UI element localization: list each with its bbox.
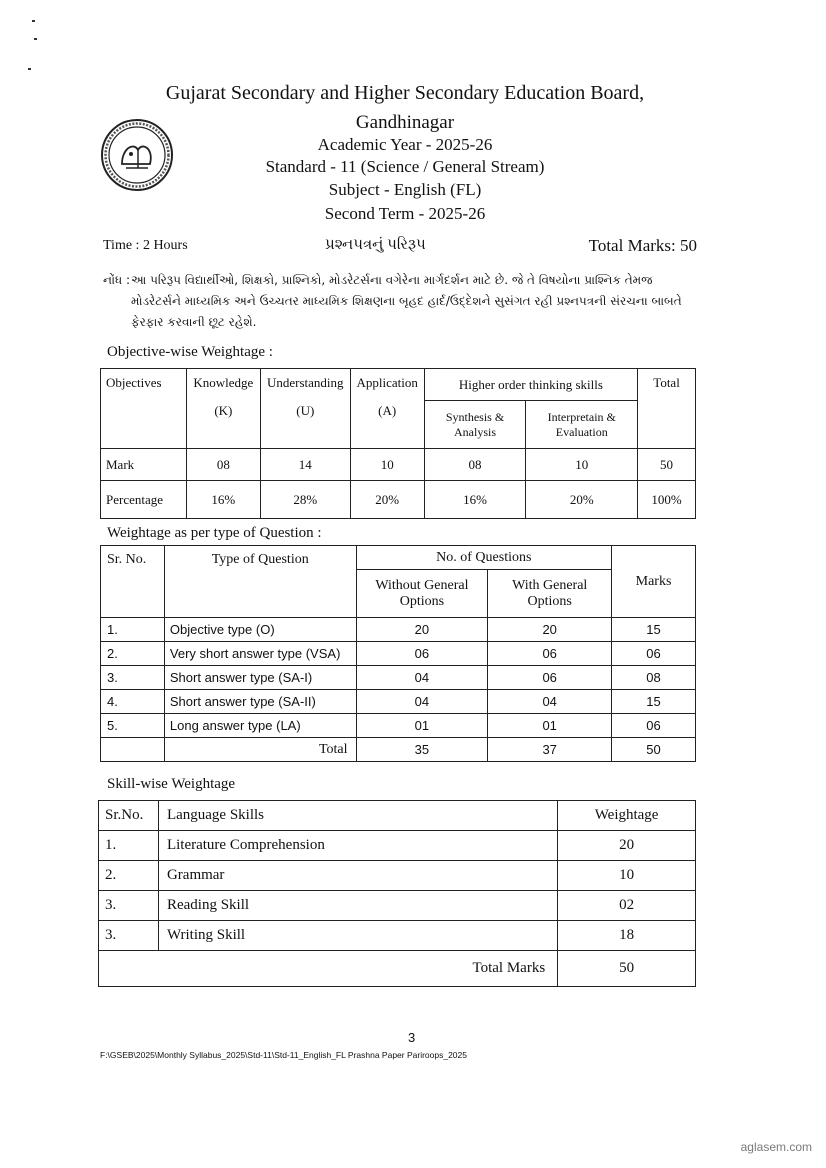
mark-row-label: Mark	[101, 449, 187, 481]
row-sr: 5.	[101, 714, 165, 738]
row-without: 04	[356, 666, 488, 690]
total-without: 35	[356, 738, 488, 762]
table-row	[101, 666, 696, 690]
objective-weightage-table	[100, 368, 696, 519]
row-marks: 08	[612, 666, 696, 690]
percent-a: 20%	[350, 481, 424, 519]
row-skill: Reading Skill	[158, 891, 557, 921]
header-interpretation: Interpretain & Evaluation	[526, 401, 638, 449]
time-label: Time : 2 Hours	[103, 238, 188, 253]
subject: Subject - English (FL)	[328, 180, 482, 199]
header-knowledge-label: Knowledge	[193, 375, 254, 390]
header-without-options: Without General Options	[356, 570, 488, 618]
question-table-title: Weightage as per type of Question :	[107, 525, 322, 541]
header-no-of-questions: No. of Questions	[356, 546, 612, 570]
total-label: Total Marks	[158, 951, 557, 987]
header-application	[350, 369, 424, 449]
percentage-row-label: Percentage	[101, 481, 187, 519]
header-type: Type of Question	[164, 546, 356, 618]
row-marks: 06	[612, 642, 696, 666]
row-with: 20	[488, 618, 612, 642]
mark-i: 10	[526, 449, 638, 481]
row-sr: 3.	[99, 891, 159, 921]
row-skill: Writing Skill	[158, 921, 557, 951]
header-marks: Marks	[612, 546, 696, 618]
note-label: નોંધ :	[103, 273, 130, 287]
header-synthesis: Synthesis & Analysis	[424, 401, 526, 449]
exam-meta-line	[103, 236, 697, 258]
mark-s: 08	[424, 449, 526, 481]
header-sr: Sr. No.	[101, 546, 165, 618]
mark-a: 10	[350, 449, 424, 481]
table-row	[101, 642, 696, 666]
percent-s: 16%	[424, 481, 526, 519]
row-type: Very short answer type (VSA)	[164, 642, 356, 666]
row-skill: Grammar	[158, 861, 557, 891]
mark-row	[101, 449, 696, 481]
header-knowledge-abbr: (K)	[214, 403, 233, 418]
standard: Standard - 11 (Science / General Stream)	[265, 157, 545, 176]
row-without: 06	[356, 642, 488, 666]
row-without: 20	[356, 618, 488, 642]
skill-weightage-table	[98, 800, 696, 987]
scan-speck	[32, 20, 35, 22]
skill-table-title: Skill-wise Weightage	[107, 776, 236, 792]
header-understanding-label: Understanding	[266, 375, 344, 390]
percent-total: 100%	[638, 481, 696, 519]
header-total: Total	[638, 369, 696, 449]
header-skills: Language Skills	[158, 801, 557, 831]
percent-u: 28%	[260, 481, 350, 519]
row-with: 06	[488, 642, 612, 666]
board-city: Gandhinagar	[355, 112, 455, 133]
percent-k: 16%	[186, 481, 260, 519]
row-sr: 2.	[99, 861, 159, 891]
scan-speck	[28, 68, 31, 70]
table-row	[99, 861, 696, 891]
row-marks: 06	[612, 714, 696, 738]
note-block	[103, 270, 699, 333]
term: Second Term - 2025-26	[324, 204, 486, 223]
row-weight: 02	[558, 891, 696, 921]
row-sr: 1.	[101, 618, 165, 642]
table-row	[99, 921, 696, 951]
row-sr: 3.	[101, 666, 165, 690]
row-marks: 15	[612, 690, 696, 714]
total-empty-cell	[99, 951, 159, 987]
row-type: Short answer type (SA-I)	[164, 666, 356, 690]
total-label: Total	[164, 738, 356, 762]
row-type: Short answer type (SA-II)	[164, 690, 356, 714]
row-with: 04	[488, 690, 612, 714]
row-skill: Literature Comprehension	[158, 831, 557, 861]
total-marks: 50	[612, 738, 696, 762]
percent-i: 20%	[526, 481, 638, 519]
percentage-row	[101, 481, 696, 519]
total-row	[101, 738, 696, 762]
row-sr: 2.	[101, 642, 165, 666]
row-weight: 10	[558, 861, 696, 891]
table-row	[99, 831, 696, 861]
header-objectives: Objectives	[101, 369, 187, 449]
header-understanding-abbr: (U)	[296, 403, 315, 418]
row-without: 01	[356, 714, 488, 738]
row-weight: 18	[558, 921, 696, 951]
total-weight: 50	[558, 951, 696, 987]
table-row	[99, 891, 696, 921]
total-marks-label: Total Marks: 50	[588, 236, 697, 255]
scan-speck	[34, 38, 37, 40]
total-empty-cell	[101, 738, 165, 762]
table-row	[101, 618, 696, 642]
table-row	[101, 690, 696, 714]
header-understanding	[260, 369, 350, 449]
watermark: aglasem.com	[740, 1140, 812, 1154]
header-weightage: Weightage	[558, 801, 696, 831]
row-without: 04	[356, 690, 488, 714]
paper-pattern-label: પ્રશ્નપત્રનું પરિરૂપ	[325, 237, 426, 253]
row-sr: 1.	[99, 831, 159, 861]
page-number: 3	[408, 1030, 416, 1045]
row-type: Long answer type (LA)	[164, 714, 356, 738]
board-name: Gujarat Secondary and Higher Secondary Education Board,	[165, 82, 645, 104]
row-weight: 20	[558, 831, 696, 861]
table-row	[101, 714, 696, 738]
row-sr: 3.	[99, 921, 159, 951]
row-marks: 15	[612, 618, 696, 642]
row-type: Objective type (O)	[164, 618, 356, 642]
mark-total: 50	[638, 449, 696, 481]
total-row	[99, 951, 696, 987]
academic-year: Academic Year - 2025-26	[317, 135, 493, 154]
header-application-label: Application	[356, 375, 418, 390]
total-with: 37	[488, 738, 612, 762]
row-sr: 4.	[101, 690, 165, 714]
header-with-options: With General Options	[488, 570, 612, 618]
question-type-table	[100, 545, 696, 762]
objective-table-title: Objective-wise Weightage :	[107, 344, 273, 360]
mark-u: 14	[260, 449, 350, 481]
header-application-abbr: (A)	[378, 403, 397, 418]
header-knowledge	[186, 369, 260, 449]
row-with: 01	[488, 714, 612, 738]
row-with: 06	[488, 666, 612, 690]
note-text: આ પરિરૂપ વિદ્યાર્થીઓ, શિક્ષકો, પ્રાશ્નિકો, મોડરેટર્સના વગેરેના માર્ગદર્શન માટે છે. જે તે વિષયોના પ્રાશ્નિક તેમજ મોડરેટર્સને માધ્યમિક અને ઉચ્ચતર માધ્યમિક શિક્ષણના બૃહદ હાર્દ/ઉદ્દેશને સુસંગત રહી પ્રશ્નપત્રની સંરચના બાબતે ફેરફાર કરવાની છૂટ રહેશે.	[131, 273, 682, 329]
header-hots: Higher order thinking skills	[424, 369, 637, 401]
file-path: F:\GSEB\2025\Monthly Syllabus_2025\Std-11\Std-11_English_FL Prashna Paper Pariroops_2025	[100, 1050, 467, 1060]
mark-k: 08	[186, 449, 260, 481]
header-sr: Sr.No.	[99, 801, 159, 831]
